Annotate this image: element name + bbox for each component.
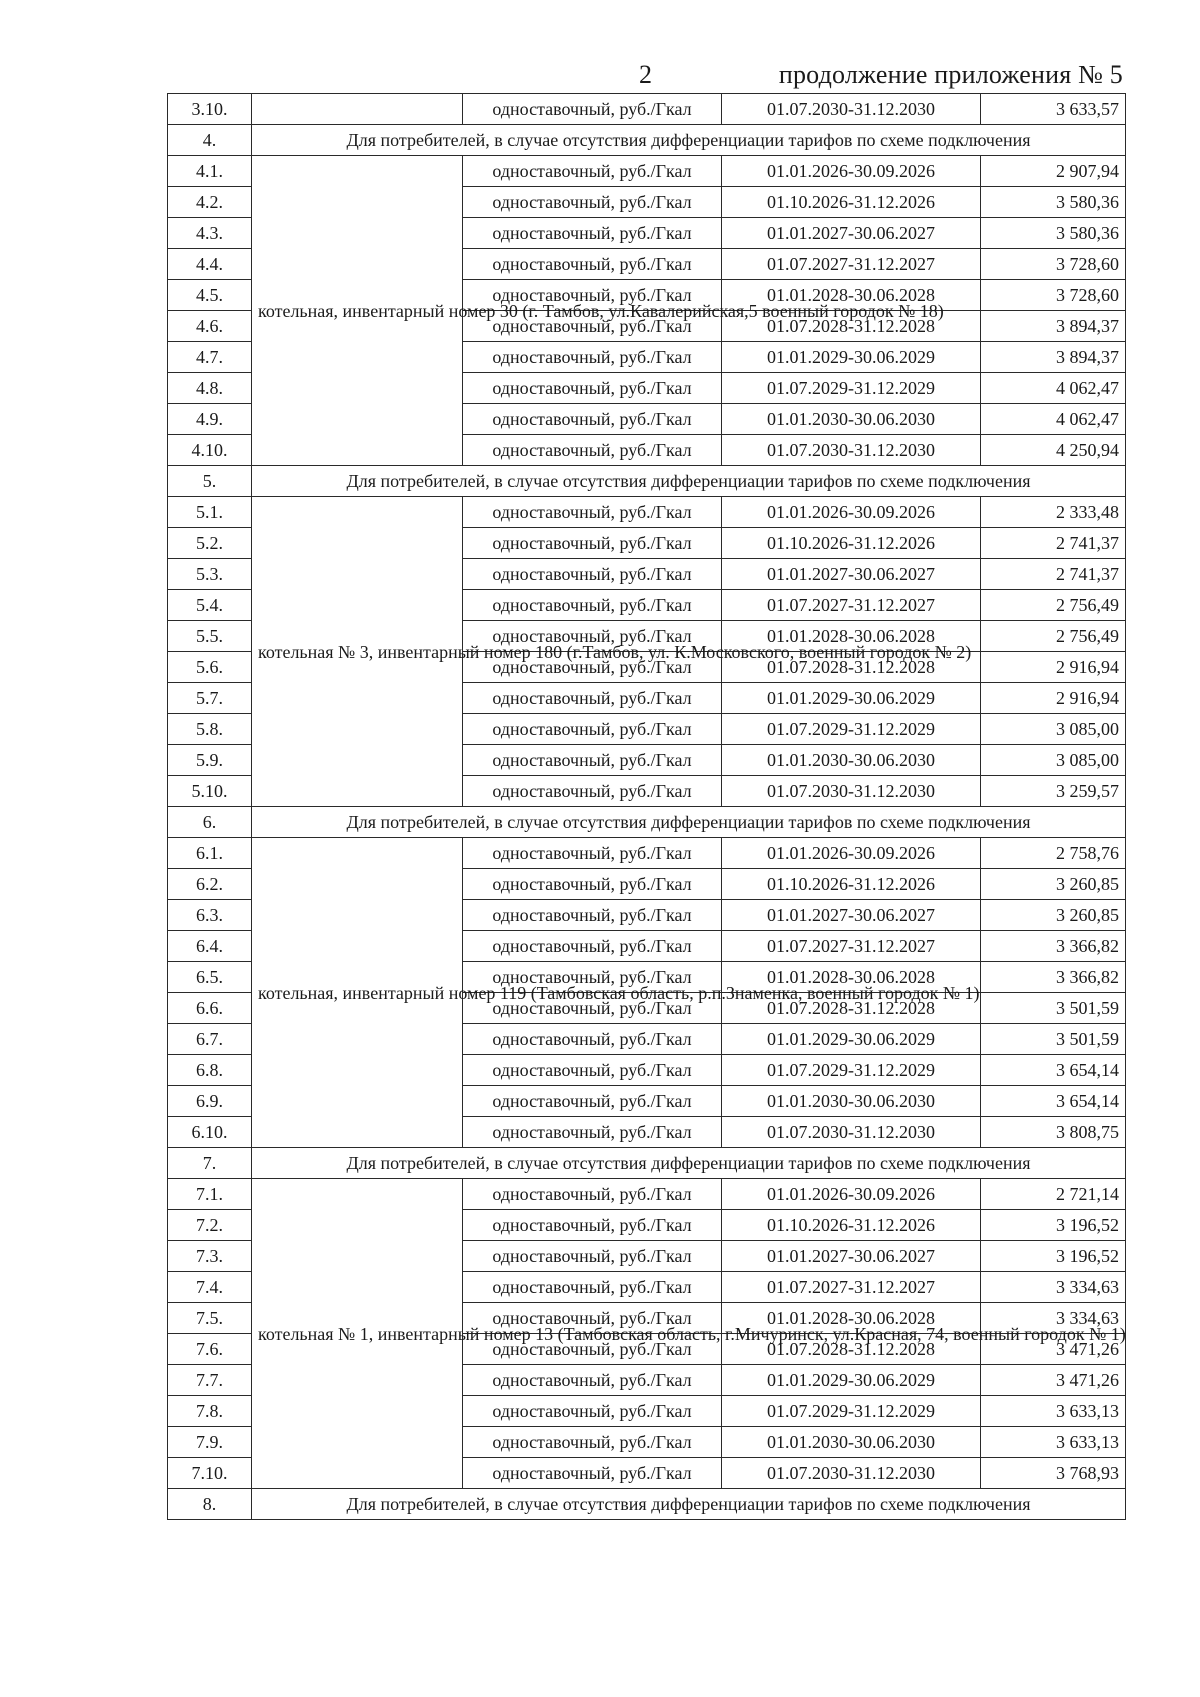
- rate-type: одноставочный, руб./Гкал: [463, 342, 722, 373]
- tariff-value: 3 366,82: [981, 962, 1126, 993]
- tariff-value: 4 250,94: [981, 435, 1126, 466]
- tariff-value: 2 741,37: [981, 559, 1126, 590]
- tariff-value: 3 334,63: [981, 1303, 1126, 1334]
- period: 01.10.2026-31.12.2026: [722, 187, 981, 218]
- period: 01.07.2028-31.12.2028: [722, 311, 981, 342]
- rate-type: одноставочный, руб./Гкал: [463, 993, 722, 1024]
- tariff-value: 2 721,14: [981, 1179, 1126, 1210]
- rate-type: одноставочный, руб./Гкал: [463, 683, 722, 714]
- row-number: 4.4.: [168, 249, 252, 280]
- rate-type: одноставочный, руб./Гкал: [463, 714, 722, 745]
- rate-type: одноставочный, руб./Гкал: [463, 1427, 722, 1458]
- tariff-value: 3 085,00: [981, 714, 1126, 745]
- tariff-value: 3 728,60: [981, 280, 1126, 311]
- rate-type: одноставочный, руб./Гкал: [463, 1396, 722, 1427]
- rate-type: одноставочный, руб./Гкал: [463, 1241, 722, 1272]
- rate-type: одноставочный, руб./Гкал: [463, 745, 722, 776]
- tariff-value: 3 894,37: [981, 311, 1126, 342]
- row-number: 4.2.: [168, 187, 252, 218]
- group-header-row: [168, 1148, 1126, 1179]
- row-number: 4.1.: [168, 156, 252, 187]
- tariff-value: 3 633,13: [981, 1396, 1126, 1427]
- period: 01.07.2027-31.12.2027: [722, 249, 981, 280]
- group-header-row: [168, 466, 1126, 497]
- row-number: 6.4.: [168, 931, 252, 962]
- tariff-value: 3 768,93: [981, 1458, 1126, 1489]
- rate-type: одноставочный, руб./Гкал: [463, 94, 722, 125]
- row-number: 7.4.: [168, 1272, 252, 1303]
- tariff-value: 3 085,00: [981, 745, 1126, 776]
- period: 01.01.2029-30.06.2029: [722, 1024, 981, 1055]
- row-number: 5.8.: [168, 714, 252, 745]
- period: 01.10.2026-31.12.2026: [722, 528, 981, 559]
- row-number: 7.1.: [168, 1179, 252, 1210]
- period: 01.01.2029-30.06.2029: [722, 683, 981, 714]
- group-label: Для потребителей, в случае отсутствия дифференциации тарифов по схеме подключения: [252, 466, 1126, 497]
- period: 01.01.2026-30.09.2026: [722, 156, 981, 187]
- group-number: 8.: [168, 1489, 252, 1520]
- tariff-value: 3 728,60: [981, 249, 1126, 280]
- period: 01.07.2030-31.12.2030: [722, 435, 981, 466]
- rate-type: одноставочный, руб./Гкал: [463, 1334, 722, 1365]
- group-label: Для потребителей, в случае отсутствия дифференциации тарифов по схеме подключения: [252, 1489, 1126, 1520]
- tariff-value: 3 633,57: [981, 94, 1126, 125]
- row-number: 6.7.: [168, 1024, 252, 1055]
- rate-type: одноставочный, руб./Гкал: [463, 1303, 722, 1334]
- tariff-value: 2 333,48: [981, 497, 1126, 528]
- period: 01.07.2027-31.12.2027: [722, 931, 981, 962]
- group-header-row: [168, 1489, 1126, 1520]
- period: 01.01.2028-30.06.2028: [722, 280, 981, 311]
- rate-type: одноставочный, руб./Гкал: [463, 652, 722, 683]
- row-number: 3.10.: [168, 94, 252, 125]
- tariff-value: 3 366,82: [981, 931, 1126, 962]
- rate-type: одноставочный, руб./Гкал: [463, 559, 722, 590]
- period: 01.07.2030-31.12.2030: [722, 94, 981, 125]
- tariff-value: 4 062,47: [981, 373, 1126, 404]
- period: 01.10.2026-31.12.2026: [722, 869, 981, 900]
- row-number: 7.7.: [168, 1365, 252, 1396]
- tariff-value: 3 260,85: [981, 900, 1126, 931]
- tariff-value: 3 260,85: [981, 869, 1126, 900]
- rate-type: одноставочный, руб./Гкал: [463, 435, 722, 466]
- rate-type: одноставочный, руб./Гкал: [463, 311, 722, 342]
- rate-type: одноставочный, руб./Гкал: [463, 528, 722, 559]
- period: 01.01.2027-30.06.2027: [722, 218, 981, 249]
- rate-type: одноставочный, руб./Гкал: [463, 1365, 722, 1396]
- tariff-value: 3 654,14: [981, 1086, 1126, 1117]
- row-number: 5.1.: [168, 497, 252, 528]
- row-number: 7.6.: [168, 1334, 252, 1365]
- period: 01.07.2030-31.12.2030: [722, 1117, 981, 1148]
- period: 01.07.2030-31.12.2030: [722, 776, 981, 807]
- tariff-value: 3 334,63: [981, 1272, 1126, 1303]
- tariff-value: 3 259,57: [981, 776, 1126, 807]
- tariff-value: 3 894,37: [981, 342, 1126, 373]
- row-number: 4.3.: [168, 218, 252, 249]
- tariff-value: 3 654,14: [981, 1055, 1126, 1086]
- group-number: 7.: [168, 1148, 252, 1179]
- tariff-value: 2 756,49: [981, 590, 1126, 621]
- row-number: 5.9.: [168, 745, 252, 776]
- tariff-value: 3 196,52: [981, 1241, 1126, 1272]
- row-number: 5.6.: [168, 652, 252, 683]
- page-title: продолжение приложения № 5: [778, 60, 1123, 89]
- rate-type: одноставочный, руб./Гкал: [463, 249, 722, 280]
- group-number: 6.: [168, 807, 252, 838]
- row-number: 4.8.: [168, 373, 252, 404]
- rate-type: одноставочный, руб./Гкал: [463, 218, 722, 249]
- rate-type: одноставочный, руб./Гкал: [463, 1272, 722, 1303]
- period: 01.01.2026-30.09.2026: [722, 1179, 981, 1210]
- table-row: [168, 838, 1126, 869]
- period: 01.01.2029-30.06.2029: [722, 342, 981, 373]
- object-description: котельная № 3, инвентарный номер 180 (г.Тамбов, ул. К.Московского, военный городок № 2): [252, 497, 463, 807]
- group-header-row: [168, 807, 1126, 838]
- rate-type: одноставочный, руб./Гкал: [463, 900, 722, 931]
- row-number: 6.1.: [168, 838, 252, 869]
- group-number: 5.: [168, 466, 252, 497]
- period: 01.07.2029-31.12.2029: [722, 1055, 981, 1086]
- rate-type: одноставочный, руб./Гкал: [463, 404, 722, 435]
- page-header: [167, 60, 1125, 94]
- period: 01.07.2028-31.12.2028: [722, 1334, 981, 1365]
- rate-type: одноставочный, руб./Гкал: [463, 156, 722, 187]
- rate-type: одноставочный, руб./Гкал: [463, 1055, 722, 1086]
- rate-type: одноставочный, руб./Гкал: [463, 776, 722, 807]
- period: 01.01.2030-30.06.2030: [722, 1427, 981, 1458]
- object-cell: [252, 94, 463, 125]
- rate-type: одноставочный, руб./Гкал: [463, 497, 722, 528]
- rate-type: одноставочный, руб./Гкал: [463, 962, 722, 993]
- rate-type: одноставочный, руб./Гкал: [463, 1458, 722, 1489]
- row-number: 4.10.: [168, 435, 252, 466]
- row-number: 5.7.: [168, 683, 252, 714]
- rate-type: одноставочный, руб./Гкал: [463, 621, 722, 652]
- table-row: [168, 94, 1126, 125]
- row-number: 5.5.: [168, 621, 252, 652]
- period: 01.07.2028-31.12.2028: [722, 652, 981, 683]
- row-number: 5.10.: [168, 776, 252, 807]
- table-row: [168, 1179, 1126, 1210]
- row-number: 6.3.: [168, 900, 252, 931]
- tariff-value: 4 062,47: [981, 404, 1126, 435]
- tariff-value: 3 471,26: [981, 1365, 1126, 1396]
- object-description: котельная № 1, инвентарный номер 13 (Тамбовская область, г.Мичуринск, ул.Красная, 74, военный городок № 1): [252, 1179, 463, 1489]
- period: 01.01.2029-30.06.2029: [722, 1365, 981, 1396]
- period: 01.01.2030-30.06.2030: [722, 1086, 981, 1117]
- period: 01.01.2027-30.06.2027: [722, 559, 981, 590]
- rate-type: одноставочный, руб./Гкал: [463, 187, 722, 218]
- group-label: Для потребителей, в случае отсутствия дифференциации тарифов по схеме подключения: [252, 807, 1126, 838]
- tariff-value: 3 580,36: [981, 218, 1126, 249]
- tariff-value: 3 471,26: [981, 1334, 1126, 1365]
- table-row: [168, 497, 1126, 528]
- row-number: 7.2.: [168, 1210, 252, 1241]
- rate-type: одноставочный, руб./Гкал: [463, 1024, 722, 1055]
- period: 01.01.2026-30.09.2026: [722, 838, 981, 869]
- period: 01.07.2027-31.12.2027: [722, 1272, 981, 1303]
- rate-type: одноставочный, руб./Гкал: [463, 1210, 722, 1241]
- tariff-table: [167, 93, 1126, 1520]
- tariff-value: 2 907,94: [981, 156, 1126, 187]
- rate-type: одноставочный, руб./Гкал: [463, 1179, 722, 1210]
- tariff-value: 2 741,37: [981, 528, 1126, 559]
- rate-type: одноставочный, руб./Гкал: [463, 1086, 722, 1117]
- tariff-value: 3 633,13: [981, 1427, 1126, 1458]
- row-number: 4.6.: [168, 311, 252, 342]
- tariff-value: 2 756,49: [981, 621, 1126, 652]
- row-number: 7.9.: [168, 1427, 252, 1458]
- object-description: котельная, инвентарный номер 119 (Тамбовская область, р.п.Знаменка, военный городок № 1): [252, 838, 463, 1148]
- rate-type: одноставочный, руб./Гкал: [463, 1117, 722, 1148]
- group-label: Для потребителей, в случае отсутствия дифференциации тарифов по схеме подключения: [252, 1148, 1126, 1179]
- tariff-value: 3 196,52: [981, 1210, 1126, 1241]
- period: 01.01.2028-30.06.2028: [722, 621, 981, 652]
- period: 01.07.2029-31.12.2029: [722, 1396, 981, 1427]
- tariff-value: 3 580,36: [981, 187, 1126, 218]
- row-number: 5.3.: [168, 559, 252, 590]
- row-number: 6.10.: [168, 1117, 252, 1148]
- page-number: 2: [639, 60, 652, 89]
- row-number: 4.5.: [168, 280, 252, 311]
- group-number: 4.: [168, 125, 252, 156]
- table-row: [168, 156, 1126, 187]
- row-number: 5.4.: [168, 590, 252, 621]
- row-number: 4.7.: [168, 342, 252, 373]
- row-number: 5.2.: [168, 528, 252, 559]
- row-number: 7.5.: [168, 1303, 252, 1334]
- tariff-value: 2 758,76: [981, 838, 1126, 869]
- period: 01.07.2030-31.12.2030: [722, 1458, 981, 1489]
- period: 01.07.2027-31.12.2027: [722, 590, 981, 621]
- rate-type: одноставочный, руб./Гкал: [463, 280, 722, 311]
- row-number: 6.5.: [168, 962, 252, 993]
- period: 01.01.2030-30.06.2030: [722, 404, 981, 435]
- period: 01.07.2029-31.12.2029: [722, 714, 981, 745]
- period: 01.07.2028-31.12.2028: [722, 993, 981, 1024]
- period: 01.10.2026-31.12.2026: [722, 1210, 981, 1241]
- tariff-value: 3 501,59: [981, 993, 1126, 1024]
- period: 01.01.2027-30.06.2027: [722, 900, 981, 931]
- tariff-value: 3 808,75: [981, 1117, 1126, 1148]
- rate-type: одноставочный, руб./Гкал: [463, 931, 722, 962]
- period: 01.07.2029-31.12.2029: [722, 373, 981, 404]
- row-number: 6.8.: [168, 1055, 252, 1086]
- rate-type: одноставочный, руб./Гкал: [463, 590, 722, 621]
- period: 01.01.2028-30.06.2028: [722, 962, 981, 993]
- row-number: 6.6.: [168, 993, 252, 1024]
- rate-type: одноставочный, руб./Гкал: [463, 869, 722, 900]
- row-number: 7.10.: [168, 1458, 252, 1489]
- tariff-value: 3 501,59: [981, 1024, 1126, 1055]
- rate-type: одноставочный, руб./Гкал: [463, 373, 722, 404]
- period: 01.01.2027-30.06.2027: [722, 1241, 981, 1272]
- row-number: 6.9.: [168, 1086, 252, 1117]
- period: 01.01.2030-30.06.2030: [722, 745, 981, 776]
- group-header-row: [168, 125, 1126, 156]
- tariff-value: 2 916,94: [981, 683, 1126, 714]
- group-label: Для потребителей, в случае отсутствия дифференциации тарифов по схеме подключения: [252, 125, 1126, 156]
- period: 01.01.2026-30.09.2026: [722, 497, 981, 528]
- row-number: 4.9.: [168, 404, 252, 435]
- row-number: 6.2.: [168, 869, 252, 900]
- tariff-value: 2 916,94: [981, 652, 1126, 683]
- object-description: котельная, инвентарный номер 30 (г. Тамбов, ул.Кавалерийская,5 военный городок № 18): [252, 156, 463, 466]
- rate-type: одноставочный, руб./Гкал: [463, 838, 722, 869]
- row-number: 7.8.: [168, 1396, 252, 1427]
- period: 01.01.2028-30.06.2028: [722, 1303, 981, 1334]
- row-number: 7.3.: [168, 1241, 252, 1272]
